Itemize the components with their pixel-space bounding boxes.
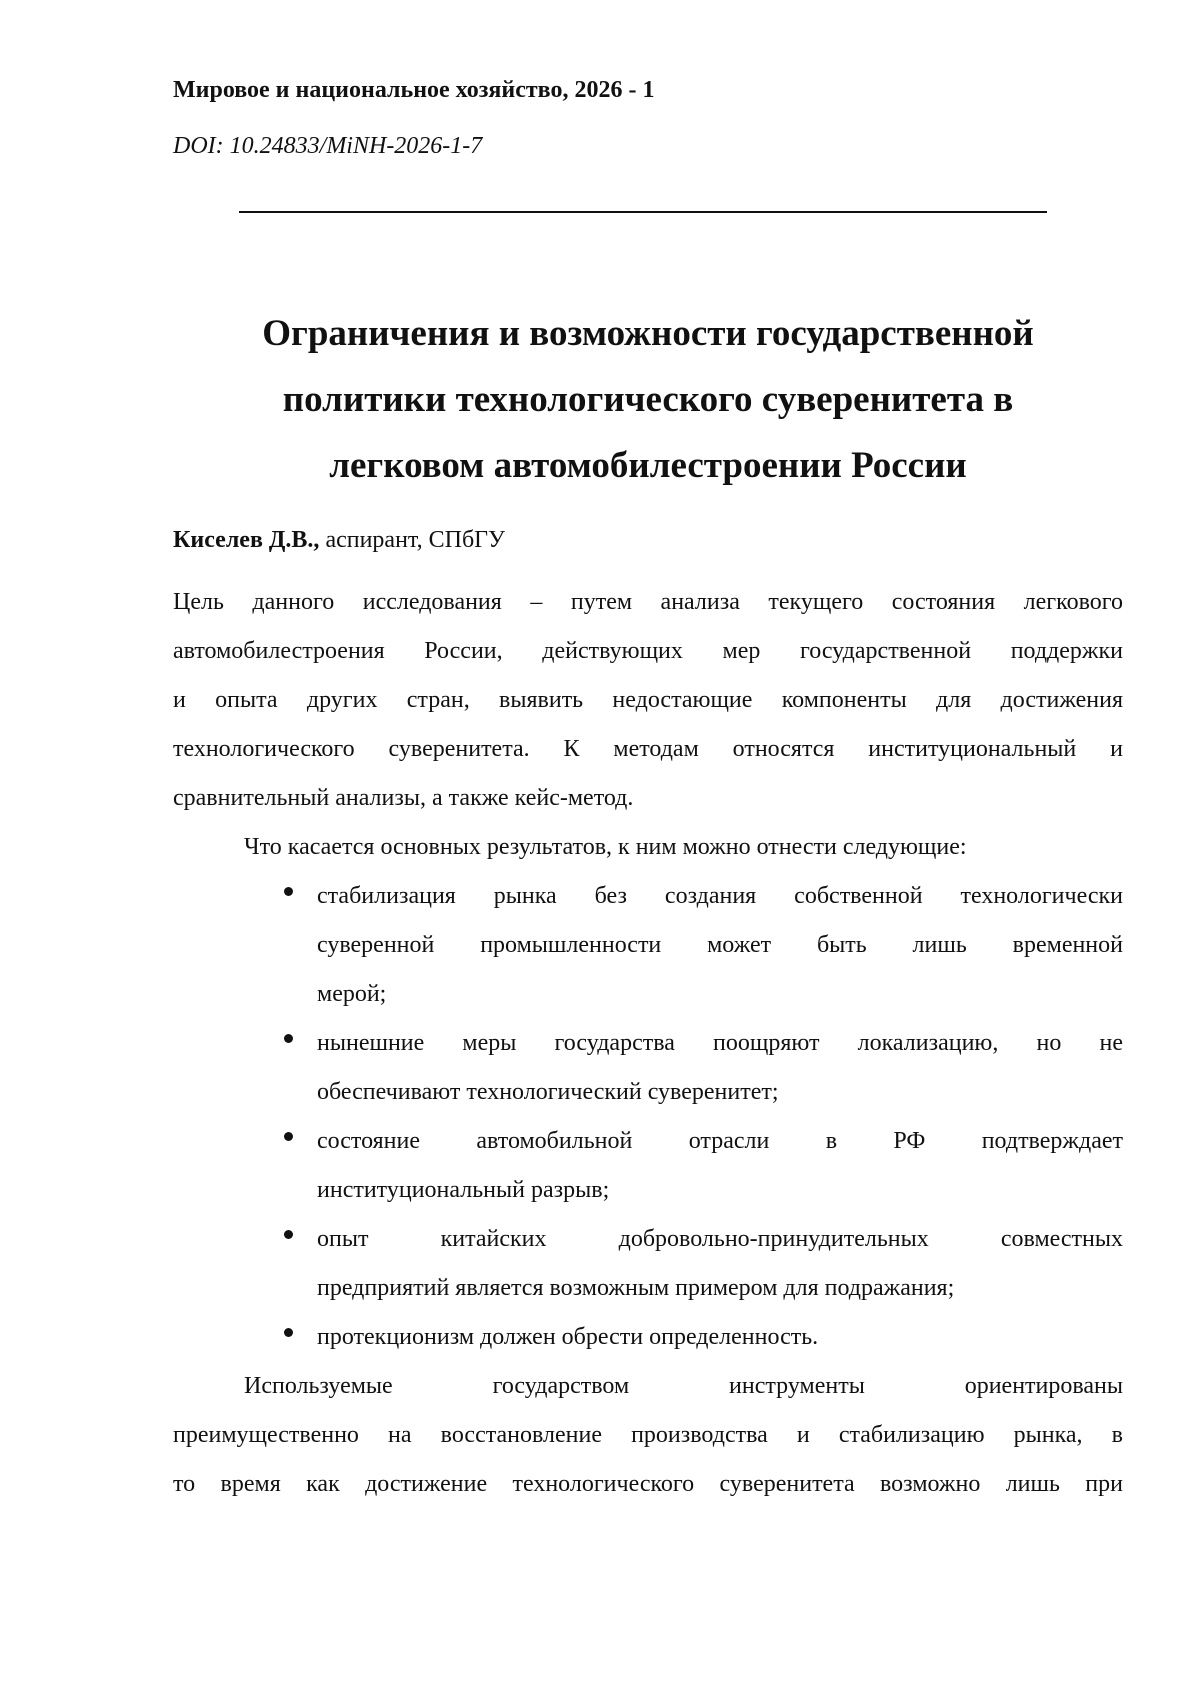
bullet-icon — [284, 1328, 293, 1337]
result-line: предприятий является возможным примером для подражания; — [317, 1275, 955, 1301]
abstract-paragraph — [173, 586, 1123, 880]
author-name: Киселев Д.В., — [173, 527, 320, 553]
article-title — [173, 308, 1123, 506]
result-line: состояние автомобильной отрасли в РФ подтверждает — [317, 1128, 1123, 1154]
title-line: Ограничения и возможности государственной — [262, 313, 1034, 354]
abstract-line: автомобилестроения России, действующих мер государственной поддержки — [173, 638, 1123, 664]
closing-line: Используемые государством инструменты ориентированы — [244, 1373, 1123, 1399]
title-line: политики технологического суверенитета в — [282, 379, 1014, 420]
journal-header: Мировое и национальное хозяйство, 2026 - 1 — [173, 77, 655, 103]
bullet-icon — [284, 887, 293, 896]
bullet-icon — [284, 1230, 293, 1239]
bullet-icon — [284, 1034, 293, 1043]
title-line: легковом автомобилестроении России — [329, 445, 967, 486]
result-line: институциональный разрыв; — [317, 1177, 610, 1203]
abstract-line: Цель данного исследования – путем анализа текущего состояния легкового — [173, 589, 1123, 615]
result-line: протекционизм должен обрести определенность. — [317, 1324, 819, 1350]
bullet-icon — [284, 1132, 293, 1141]
doi-line: DOI: 10.24833/MiNH-2026-1-7 — [173, 133, 483, 159]
abstract-line: технологического суверенитета. К методам относятся институциональный и — [173, 736, 1123, 762]
closing-paragraph — [173, 1370, 1123, 1517]
result-line: нынешние меры государства поощряют локализацию, но не — [317, 1030, 1123, 1056]
result-line: обеспечивают технологический суверенитет; — [317, 1079, 779, 1105]
abstract-line: и опыта других стран, выявить недостающие компоненты для достижения — [173, 687, 1123, 713]
result-line: мерой; — [317, 981, 387, 1007]
header-divider — [239, 211, 1047, 213]
closing-line: то время как достижение технологического суверенитета возможно лишь при — [173, 1471, 1123, 1497]
result-line: стабилизация рынка без создания собственной технологически — [317, 883, 1123, 909]
results-intro: Что касается основных результатов, к ним можно отнести следующие: — [244, 834, 967, 860]
author-line — [173, 524, 505, 556]
abstract-line: сравнительный анализы, а также кейс-метод. — [173, 785, 634, 811]
result-line: опыт китайских добровольно-принудительных совместных — [317, 1226, 1123, 1252]
closing-line: преимущественно на восстановление производства и стабилизацию рынка, в — [173, 1422, 1123, 1448]
result-line: суверенной промышленности может быть лишь временной — [317, 932, 1123, 958]
author-details: аспирант, СПбГУ — [319, 527, 506, 553]
